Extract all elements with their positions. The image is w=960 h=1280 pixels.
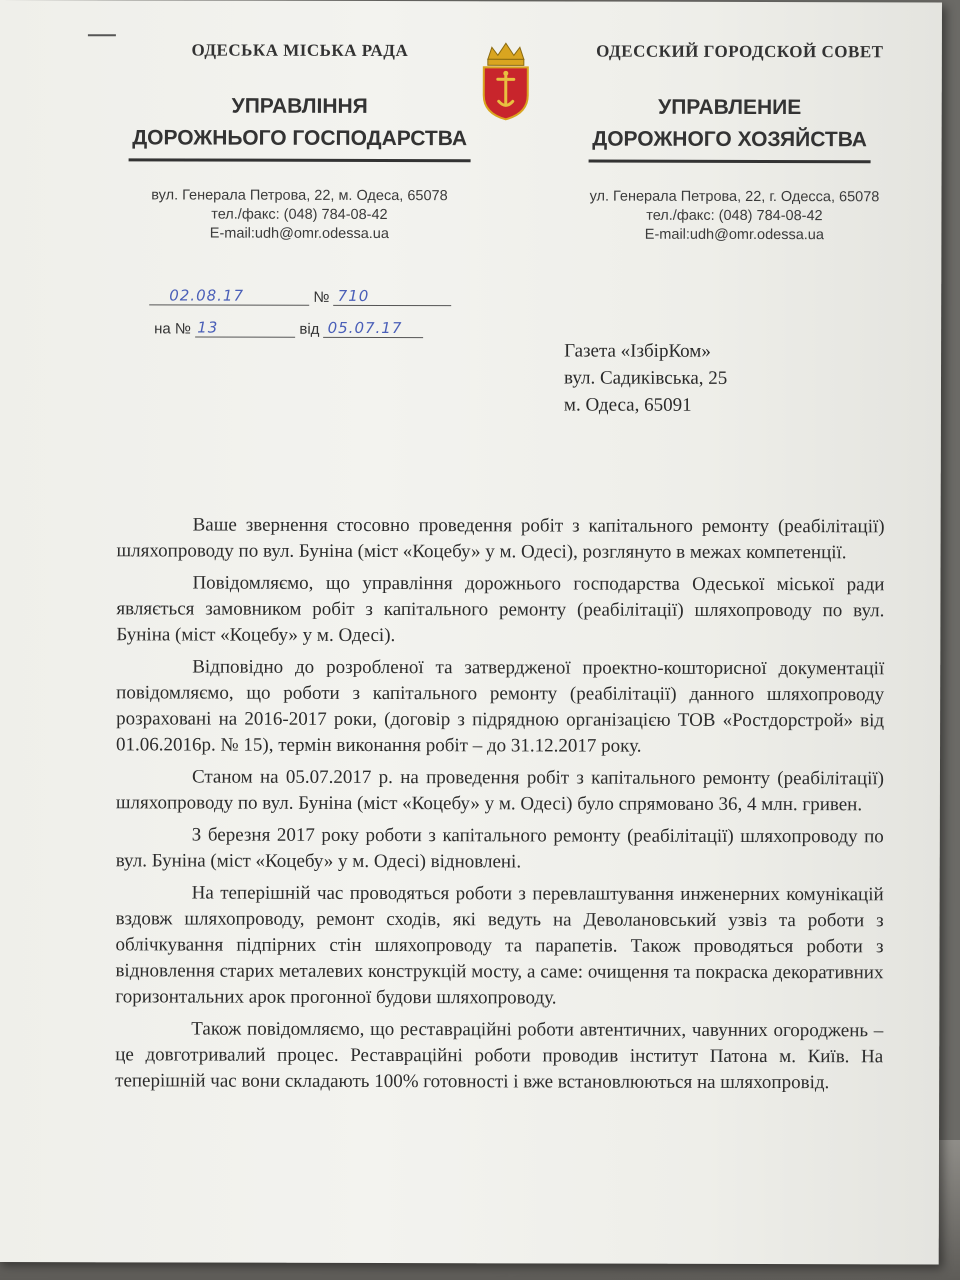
address-ua-phone: тел./факс: (048) 784-08-42 [211, 206, 388, 224]
department-ru-line1: УПРАВЛЕНИЕ [658, 95, 802, 120]
address-ru-phone: тел./факс: (048) 784-08-42 [646, 207, 823, 225]
address-ru-street: ул. Генерала Петрова, 22, г. Одесса, 65078 [589, 188, 880, 206]
paragraph: Станом на 05.07.2017 р. на проведення робіт з капітального ремонту (реабілітації) шляхопроводу по вул. Буніна (міст «Коцебу» у м. Одесі) було спрямовано 36, 4 млн. гривен. [115, 766, 884, 816]
department-name-ua [120, 90, 480, 162]
department-ru-line2: ДОРОЖНОГО ХОЗЯЙСТВА [588, 124, 871, 164]
paragraph: Відповідно до розробленої та затвердженої проектно-кошторисної документації повідомляємо, що роботи з капітального ремонту (реабілітації) данного шляхопроводу розраховані на 2016-2017 роки, (договір з підрядною організацією ТОВ «Ростдорстрой» від 01.06.2016р. № 15), термін виконання робіт – до 31.12.2017 року. [116, 656, 885, 757]
reference-date-line [324, 319, 424, 338]
reference-number-line [195, 319, 295, 338]
recipient-block [564, 337, 727, 418]
address-ua-email: E-mail:udh@omr.odessa.ua [209, 225, 389, 243]
odesa-coat-of-arms-icon [478, 39, 534, 121]
outgoing-registration [149, 286, 451, 306]
paragraph: На теперішній час проводяться роботи з перевлаштування инженерних комунікацій вздовж шляхопроводу, ремонт сходів, які ведуть на Деволановський узвіз та роботи з облічкування підпірних стін шляхопроводу та парапетів. Також проводяться роботи з відновлення старих металевих конструкцій мосту, а саме: очищення та покраска декоративних горизонтальних арок прогонної будови шляхопроводу. [115, 882, 884, 1009]
recipient-city: м. Одеса, 65091 [563, 394, 692, 416]
paragraph: З березня 2017 року роботи з капітального ремонту (реабілітації) шляхопроводу по вул. Буніна (міст «Коцебу» у м. Одесі) відновлені. [115, 824, 884, 873]
recipient-name: Газета «ІзбірКом» [564, 340, 711, 362]
reference-label: на № [154, 320, 192, 338]
reference-number: 13 [197, 318, 219, 337]
edge-mark [88, 34, 116, 36]
letter-body [115, 512, 885, 1102]
department-name-ru [575, 92, 885, 164]
reference-date-label: від [299, 320, 320, 338]
paragraph: Ваше звернення стосовно проведення робіт з капітального ремонту (реабілітації) шляхопроводу по вул. Буніна (міст «Коцебу» у м. Одесі), розглянуто в межах компетенції. [116, 514, 885, 564]
outgoing-number-line [334, 287, 452, 306]
outgoing-number: 710 [337, 286, 370, 305]
department-ua-line1: УПРАВЛІННЯ [231, 94, 368, 118]
outgoing-date-line [149, 286, 309, 305]
number-label: № [313, 288, 330, 306]
address-ru [559, 187, 909, 245]
paragraph: Повідомляємо, що управління дорожнього господарства Одеської міської ради являється замовником робіт з капітального ремонту (реабілітації) шляхопроводу по вул. Буніна (міст «Коцебу» у м. Одесі). [116, 572, 885, 647]
recipient-street: вул. Садиківська, 25 [563, 367, 728, 389]
department-ua-line2: ДОРОЖНЬОГО ГОСПОДАРСТВА [128, 122, 471, 162]
council-name-ru: ОДЕССКИЙ ГОРОДСКОЙ СОВЕТ [596, 41, 884, 62]
council-name-ua: ОДЕСЬКА МІСЬКА РАДА [191, 40, 409, 61]
address-ua [119, 186, 479, 244]
reference-date: 05.07.17 [327, 318, 403, 338]
paragraph: Також повідомляємо, що реставраційні роботи автентичних, чавунних огороджень – це довготривалий процес. Реставраційні роботи проводив інститут Патона м. Київ. На теперішній час вони складають 100% готовності і вже встановлюються на шляхопровід. [115, 1018, 884, 1094]
outgoing-date: 02.08.17 [169, 286, 245, 305]
address-ru-email: E-mail:udh@omr.odessa.ua [644, 226, 824, 244]
address-ua-street: вул. Генерала Петрова, 22, м. Одеса, 65078 [151, 187, 448, 205]
reference-registration [154, 318, 424, 338]
